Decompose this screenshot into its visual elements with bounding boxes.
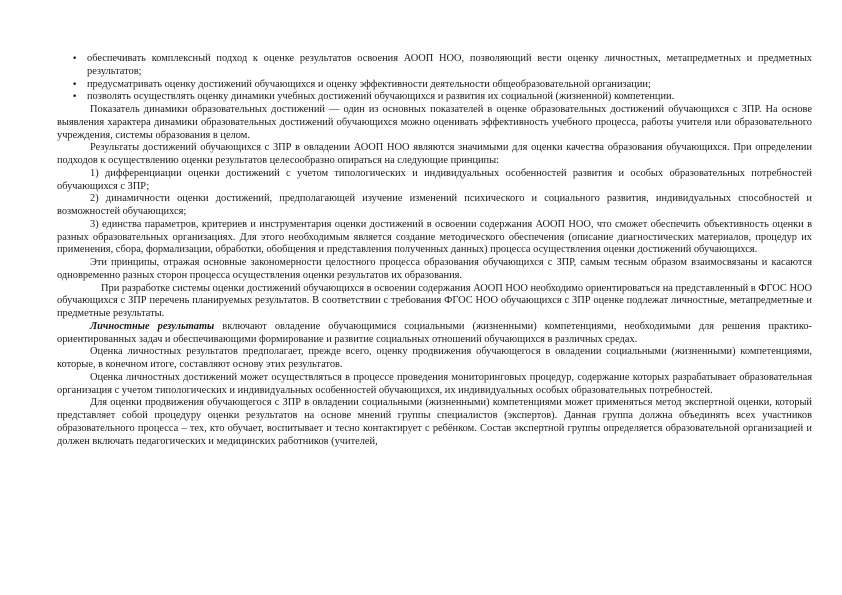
list-item xyxy=(57,53,812,79)
list-item xyxy=(57,79,812,92)
paragraph-assessment-system: При разработке системы оценки достижений обучающихся в освоении содержания АООП НОО необходимо ориентироваться на представленный в ФГОС НОО обучающихся с ЗПР перечень планируемых результатов. В соответствии с требования ФГОС НОО обучающихся с ЗПР оценке подлежат личностные, метапредметные и предметные результаты. xyxy=(57,282,812,319)
emphasis-term: Личностные результаты xyxy=(90,320,215,332)
paragraph-text: включают овладение обучающимися социальными (жизненными) компетенциями, необходимыми для решения практико-ориентированных задач и обеспечивающими формирование и развитие социальных отношений обучающихся в различных средах. xyxy=(57,320,813,345)
list-item-text: предусматривать оценку достижений обучающихся и оценку эффективности деятельности общеобразовательной организации; xyxy=(87,78,651,90)
paragraph-personal-assessment: Оценка личностных результатов предполагает, прежде всего, оценку продвижения обучающегося в овладении социальными (жизненными) компетенциями, которые, в конечном итоге, составляют основу этих результатов. xyxy=(57,346,812,370)
paragraph-expert-evaluation: Для оценки продвижения обучающегося с ЗПР в овладении социальными (жизненными) компетенциями может применяться метод экспертной оценки, который представляет собой процедуру оценки результатов на основе мнений группы специалистов (экспертов). Данная группа должна объединять всех участников образовательного процесса – тех, кто обучает, воспитывает и тесно контактирует с ребёнком. Состав экспертной группы определяется образовательной организацией и должен включать педагогических и медицинских работников (учителей, xyxy=(57,397,812,447)
list-item-text: обеспечивать комплексный подход к оценке результатов освоения АООП НОО, позволяющий вести оценку личностных, метапредметных и предметных результатов; xyxy=(87,53,812,77)
bullet-icon: • xyxy=(72,54,78,64)
paragraph-dynamics: Показатель динамики образовательных достижений — один из основных показателей в оценке образовательных достижений обучающихся с ЗПР. На основе выявления характера динамики образовательных достижений обучающихся можно оценивать эффективность учебного процесса, работы учителя или образовательного учреждения, системы образования в целом. xyxy=(57,104,812,141)
requirements-list xyxy=(57,53,812,104)
paragraph-personal-results xyxy=(57,321,812,347)
list-item xyxy=(57,91,812,104)
paragraph-results: Результаты достижений обучающихся с ЗПР в овладении АООП НОО являются значимыми для оценки качества образования обучающихся. При определении подходов к осуществлению оценки результатов целесообразно опираться на следующие принципы: xyxy=(57,142,812,166)
paragraph-principle-1: 1) дифференциации оценки достижений с учетом типологических и индивидуальных особенностей развития и особых образовательных потребностей обучающихся с ЗПР; xyxy=(57,167,812,192)
paragraph-monitoring: Оценка личностных достижений может осуществляться в процессе проведения мониторинговых процедур, содержание которых разрабатывает образовательная организация с учетом типологических и индивидуальных особенностей обучающихся, их индивидуальных особых образовательных потребностей. xyxy=(57,371,812,396)
paragraph-principles-summary: Эти принципы, отражая основные закономерности целостного процесса образования обучающихся с ЗПР, самым тесным образом взаимосвязаны и касаются одновременно разных сторон процесса осуществления оценки результатов их образования. xyxy=(57,257,812,281)
paragraph-principle-3: 3) единства параметров, критериев и инструментария оценки достижений в освоении содержания АООП НОО, что сможет обеспечить объективность оценки в разных образовательных организациях. Для этого необходимым является создание методического обеспечения (описание диагностических материалов, процедур их применения, сбора, формализации, обработки, обобщения и представления полученных данных) процесса осуществления оценки достижений обучающихся. xyxy=(57,218,812,256)
paragraph-principle-2: 2) динамичности оценки достижений, предполагающей изучение изменений психического и социального развития, индивидуальных способностей и возможностей обучающихся; xyxy=(57,193,812,217)
bullet-icon: • xyxy=(72,79,78,90)
list-item-text: позволять осуществлять оценку динамики учебных достижений обучающихся и развития их социальной (жизненной) компетенции. xyxy=(87,91,675,103)
bullet-icon: • xyxy=(72,92,78,103)
